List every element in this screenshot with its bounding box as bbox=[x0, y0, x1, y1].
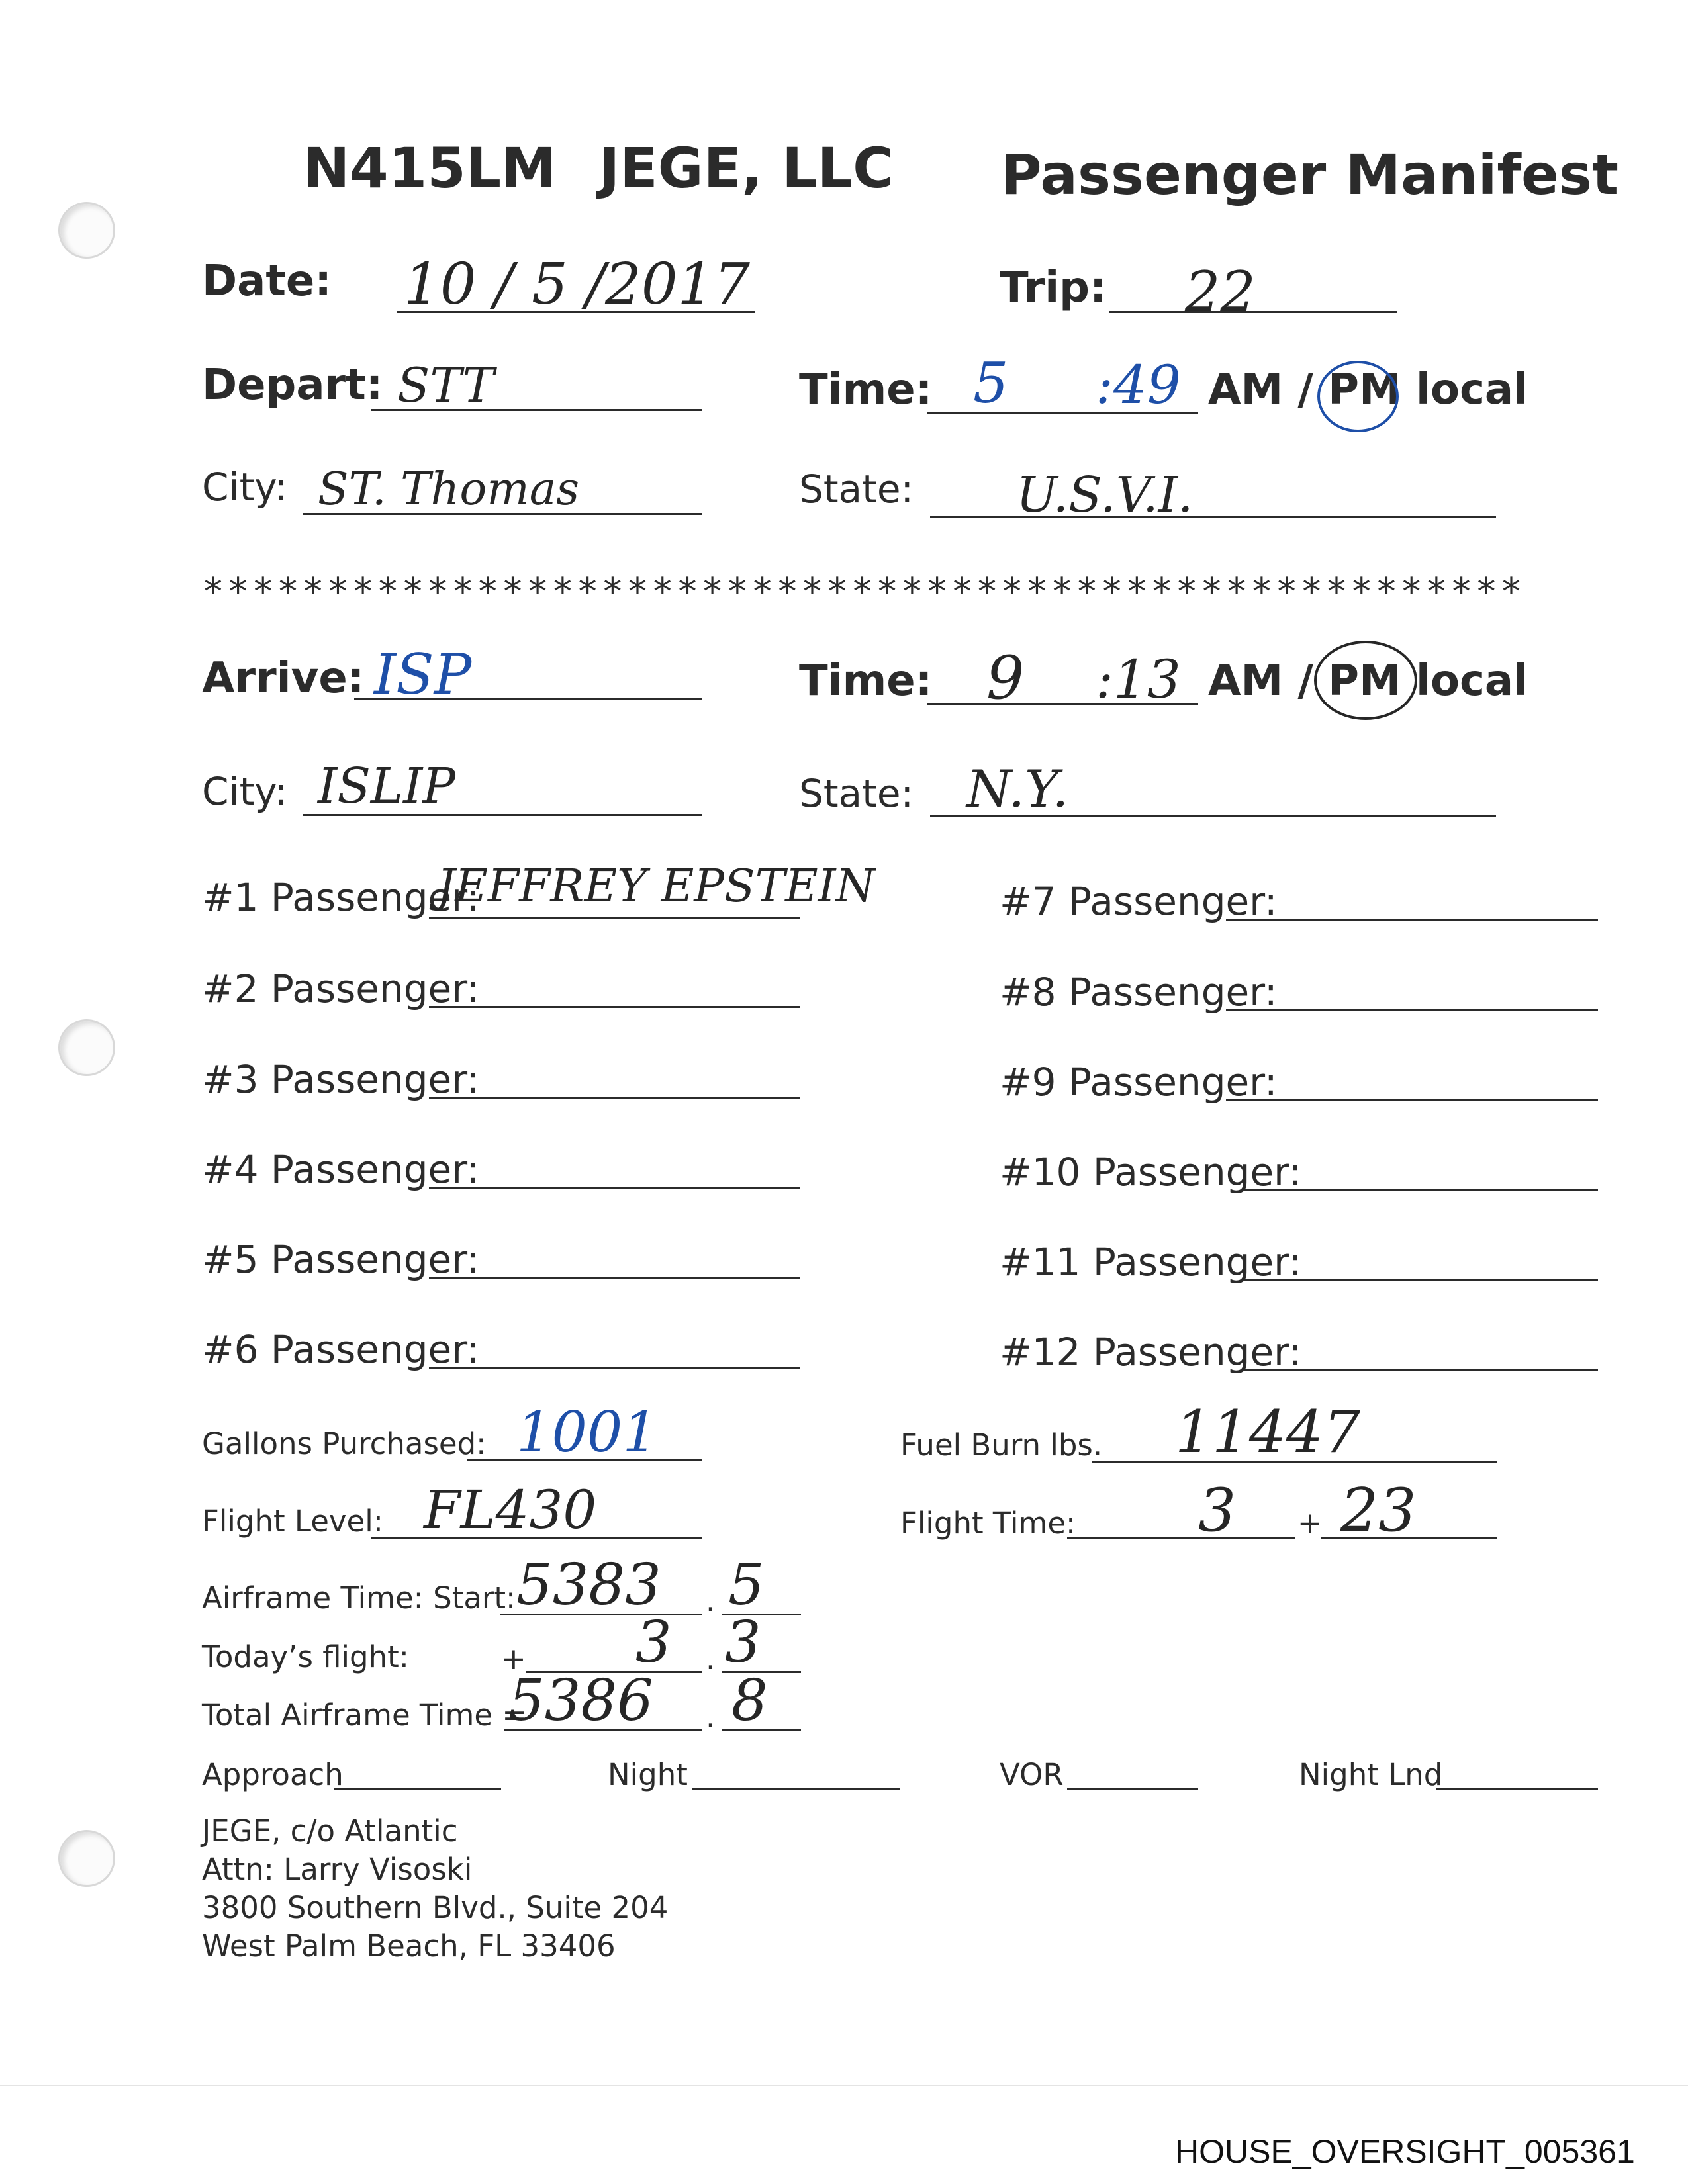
arrive-time-label: Time: bbox=[799, 657, 933, 705]
depart-city-value[interactable]: ST. Thomas bbox=[318, 463, 580, 516]
passenger-1-value[interactable]: JEFFREY EPSTEIN bbox=[437, 860, 875, 913]
passenger-10-label: #10 Passenger: bbox=[1000, 1150, 1302, 1195]
depart-hour[interactable]: 5 bbox=[973, 351, 1009, 416]
arrive-state-label: State: bbox=[799, 771, 914, 816]
night-line[interactable] bbox=[692, 1788, 900, 1790]
passenger-6-label: #6 Passenger: bbox=[202, 1327, 480, 1372]
arrive-value[interactable]: ISP bbox=[374, 642, 472, 707]
approach-line[interactable] bbox=[334, 1788, 501, 1790]
passenger-5-label: #5 Passenger: bbox=[202, 1237, 480, 1282]
address-line-3: 3800 Southern Blvd., Suite 204 bbox=[202, 1890, 669, 1925]
binder-hole bbox=[58, 1019, 115, 1076]
arrive-minute[interactable]: :13 bbox=[1096, 649, 1181, 710]
flight-time-label: Flight Time: bbox=[900, 1506, 1076, 1541]
flight-time-hours-line bbox=[1067, 1537, 1295, 1539]
depart-value[interactable]: STT bbox=[397, 357, 494, 413]
pm-circle-mark bbox=[1314, 641, 1417, 720]
airframe-start-dot: . bbox=[706, 1583, 716, 1618]
gallons-value[interactable]: 1001 bbox=[516, 1400, 658, 1465]
night-landing-label: Night Lnd bbox=[1299, 1757, 1443, 1792]
total-airframe-whole[interactable]: 5386 bbox=[508, 1668, 653, 1734]
airframe-start-tenth[interactable]: 5 bbox=[728, 1552, 765, 1618]
todays-flight-dot: . bbox=[706, 1641, 716, 1676]
flight-time-plus: + bbox=[1297, 1506, 1323, 1541]
binder-hole bbox=[58, 1830, 115, 1887]
passenger-10-line[interactable] bbox=[1244, 1189, 1598, 1191]
passenger-4-line[interactable] bbox=[429, 1187, 800, 1189]
flight-level-value[interactable]: FL430 bbox=[424, 1479, 597, 1541]
fuel-burn-label: Fuel Burn lbs. bbox=[900, 1428, 1103, 1463]
passenger-9-line[interactable] bbox=[1226, 1099, 1598, 1101]
bates-number: HOUSE_OVERSIGHT_005361 bbox=[1175, 2133, 1635, 2170]
todays-flight-plus: + bbox=[501, 1641, 526, 1676]
arrive-city-value[interactable]: ISLIP bbox=[318, 758, 456, 815]
airframe-start-label: Airframe Time: Start: bbox=[202, 1580, 516, 1615]
address-line-4: West Palm Beach, FL 33406 bbox=[202, 1929, 616, 1964]
approach-label: Approach bbox=[202, 1757, 344, 1792]
flight-time-minutes[interactable]: 23 bbox=[1340, 1476, 1417, 1545]
night-landing-line[interactable] bbox=[1436, 1788, 1598, 1790]
passenger-6-line[interactable] bbox=[429, 1367, 800, 1369]
gallons-label: Gallons Purchased: bbox=[202, 1426, 487, 1461]
passenger-5-line[interactable] bbox=[429, 1277, 800, 1279]
passenger-2-line[interactable] bbox=[429, 1006, 800, 1008]
passenger-12-line[interactable] bbox=[1244, 1369, 1598, 1371]
address-line-2: Attn: Larry Visoski bbox=[202, 1852, 473, 1887]
arrive-state-value[interactable]: N.Y. bbox=[966, 760, 1069, 819]
depart-city-label: City: bbox=[202, 465, 287, 510]
passenger-3-line[interactable] bbox=[429, 1097, 800, 1099]
todays-flight-label: Today’s flight: bbox=[202, 1639, 409, 1674]
date-label: Date: bbox=[202, 257, 332, 306]
company-name: JEGE, LLC bbox=[599, 136, 894, 201]
page-title: Passenger Manifest bbox=[1001, 142, 1619, 207]
depart-state-value[interactable]: U.S.V.I. bbox=[1016, 467, 1194, 523]
address-line-1: JEGE, c/o Atlantic bbox=[202, 1813, 458, 1848]
passenger-9-label: #9 Passenger: bbox=[1000, 1060, 1278, 1105]
depart-label: Depart: bbox=[202, 361, 383, 410]
passenger-7-line[interactable] bbox=[1226, 919, 1598, 921]
total-airframe-label: Total Airframe Time = bbox=[202, 1698, 528, 1733]
page-bottom-edge bbox=[0, 2085, 1688, 2086]
passenger-1-label: #1 Passenger: bbox=[202, 875, 480, 920]
vor-line[interactable] bbox=[1067, 1788, 1198, 1790]
arrive-city-label: City: bbox=[202, 769, 287, 814]
depart-time-label: Time: bbox=[799, 365, 933, 414]
arrive-ampm-label: AM / PM local bbox=[1208, 657, 1528, 705]
separator-stars: ***************************************************** bbox=[202, 570, 1525, 614]
binder-hole bbox=[58, 202, 115, 259]
passenger-12-label: #12 Passenger: bbox=[1000, 1330, 1302, 1375]
mailing-address bbox=[202, 1812, 668, 1966]
passenger-11-line[interactable] bbox=[1244, 1279, 1598, 1281]
depart-state-line bbox=[930, 516, 1496, 518]
passenger-11-label: #11 Passenger: bbox=[1000, 1240, 1302, 1285]
depart-ampm-label: AM / PM local bbox=[1208, 365, 1528, 414]
passenger-4-label: #4 Passenger: bbox=[202, 1147, 480, 1192]
arrive-hour[interactable]: 9 bbox=[986, 643, 1025, 713]
flight-time-hours[interactable]: 3 bbox=[1198, 1476, 1237, 1545]
passenger-8-line[interactable] bbox=[1226, 1009, 1598, 1011]
vor-label: VOR bbox=[1000, 1757, 1064, 1792]
todays-flight-tenth[interactable]: 3 bbox=[725, 1610, 761, 1676]
arrive-label: Arrive: bbox=[202, 654, 365, 703]
flight-level-label: Flight Level: bbox=[202, 1504, 383, 1539]
tail-number: N415LM bbox=[303, 136, 557, 201]
depart-state-label: State: bbox=[799, 467, 914, 512]
airframe-start-whole[interactable]: 5383 bbox=[516, 1552, 661, 1618]
passenger-2-label: #2 Passenger: bbox=[202, 966, 480, 1011]
total-airframe-dot: . bbox=[706, 1700, 716, 1735]
depart-minute[interactable]: :49 bbox=[1096, 354, 1181, 416]
passenger-1-line bbox=[429, 917, 800, 919]
total-airframe-tenth[interactable]: 8 bbox=[731, 1668, 768, 1734]
trip-label: Trip: bbox=[1000, 263, 1107, 312]
date-value[interactable]: 10 / 5 /2017 bbox=[404, 251, 750, 318]
passenger-8-label: #8 Passenger: bbox=[1000, 970, 1278, 1015]
todays-flight-whole[interactable]: 3 bbox=[635, 1610, 672, 1676]
passenger-3-label: #3 Passenger: bbox=[202, 1057, 480, 1102]
night-label: Night bbox=[608, 1757, 688, 1792]
fuel-burn-value[interactable]: 11447 bbox=[1175, 1398, 1360, 1466]
pm-circle-mark bbox=[1317, 361, 1399, 432]
passenger-7-label: #7 Passenger: bbox=[1000, 879, 1278, 924]
trip-value[interactable]: 22 bbox=[1185, 259, 1256, 324]
